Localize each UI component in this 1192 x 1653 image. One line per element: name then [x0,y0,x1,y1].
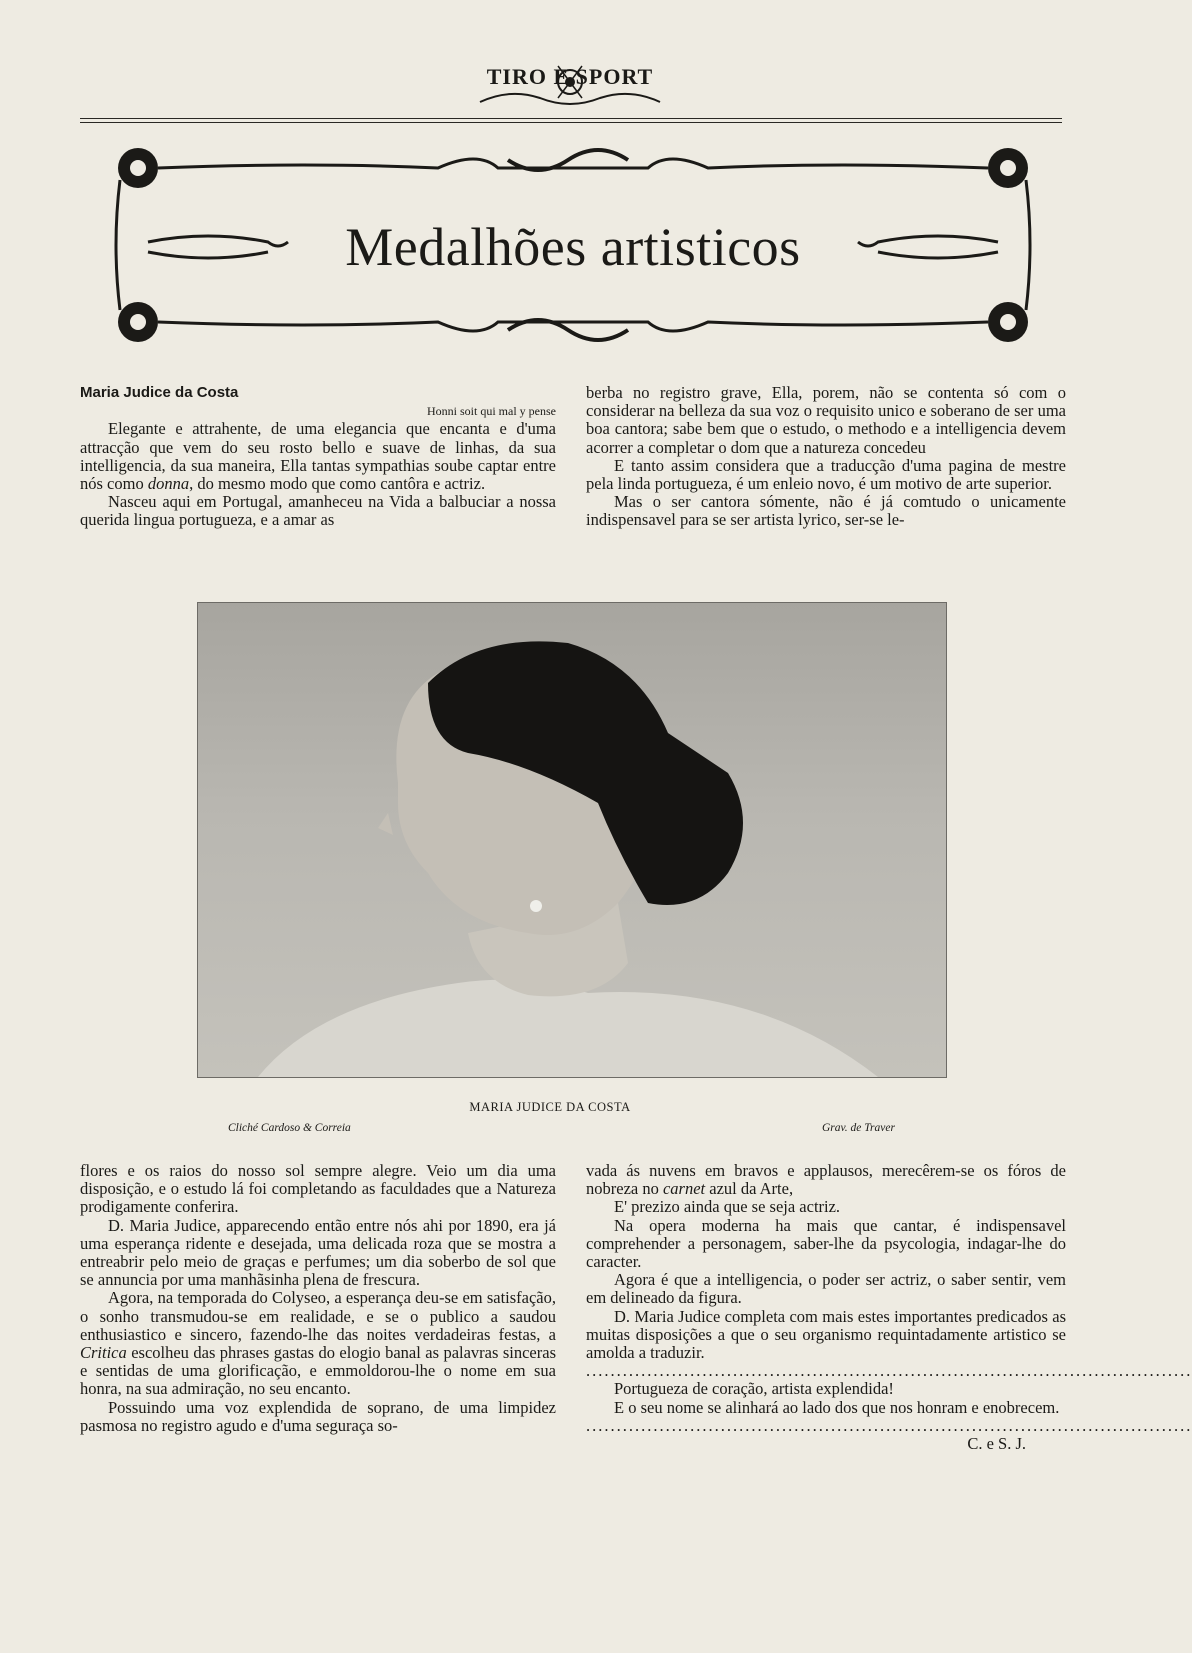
article-column-3 [80,1162,556,1435]
paragraph: flores e os raios do nosso sol sempre alegre. Veio um dia uma disposição, e o estudo lá foi completando as faculdades que a Natureza prodigamente conferira. [80,1161,556,1217]
masthead-logo [470,58,670,110]
paragraph: E o seu nome se alinhará ao lado dos que nos honram e enobrecem. [614,1397,1060,1417]
paragraph: E tanto assim considera que a traducção d'uma pagina de mestre pela linda portugueza, é um enleio novo, é um motivo de arte superior. [586,455,1066,494]
article-column-4 [586,1161,1192,1454]
paragraph: D. Maria Judice, apparecendo então entre nós ahi por 1890, era já uma esperança ridente e desejada, uma delicada roza que se mostra a entreabrir pelo meio de graças e perfumes; um dia soberbo de sol que se annuncia por uma manhãsinha plena de frescura. [80,1215,556,1290]
page-title: Medalhões artisticos [345,217,801,277]
paragraph: E' prezizo ainda que se seja actriz. [614,1197,841,1217]
paragraph: Nasceu aqui em Portugal, amanheceu na Vida a balbuciar a nossa querida lingua portugueza, e a amar as [80,492,556,530]
dotted-separator: ................................................................................................... [586,1415,1192,1435]
portrait-photo [197,602,947,1078]
paragraph: vada ás nuvens em bravos e applausos, merecêrem-se os fóros de nobreza no carnet azul da Arte, [586,1161,1066,1199]
photo-credit-right: Grav. de Traver [822,1122,895,1134]
header-rule-top [80,118,1062,119]
photo-caption: MARIA JUDICE DA COSTA [469,1100,631,1114]
paragraph: Mas o ser cantora sómente, não é já comtudo o unicamente indispensavel para se ser artista lyrico, ser-se le- [586,492,1066,530]
header-rule-bottom [80,122,1062,123]
article-motto: Honni soit qui mal y pense [427,404,556,419]
paragraph: D. Maria Judice completa com mais estes importantes predicados as muitas disposições a que o seu organismo requintadamente artistico se amolda a traduzir. [586,1306,1066,1363]
portrait-illustration [198,603,946,1077]
masthead-text: TIRO E SPORT [486,64,654,89]
paragraph: Agora é que a intelligencia, o poder ser actriz, o saber sentir, vem em delineado da figura. [586,1270,1066,1308]
paragraph: Na opera moderna ha mais que cantar, é indispensavel comprehender a personagem, saber-lhe da psycologia, indagar-lhe do caracter. [586,1215,1066,1272]
paragraph: Portugueza de coração, artista explendida! [614,1379,894,1399]
dotted-separator: ................................................................................................... [586,1361,1192,1381]
article-author: Maria Judice da Costa [80,384,239,401]
title-banner [108,140,1038,350]
paragraph: Possuindo uma voz explendida de soprano, de uma limpidez pasmosa no registro agudo e d'uma seguraça so- [80,1397,556,1435]
paragraph: Agora, na temporada do Colyseo, a esperança deu-se em satisfação, o sonho transmudou-se em realidade, e se o publico a saudou enthusiastico e sincero, fazendo-lhe das noites verdadeiras festas, a Critica escolheu das phrases gastas do elogio banal as palavras sinceras e sentidas de uma glorificação, e emmoldorou-lhe o nome em sua honra, na sua admiração, no seu encanto. [80,1288,556,1399]
signature: C. e S. J. [967,1434,1026,1454]
paragraph: Elegante e attrahente, de uma elegancia que encanta e d'uma attracção que vem do seu rosto bello e suave de linhas, da sua intelligencia, da sua maneira, Ella tantas sympathias soube captar entre nós como donna, do mesmo modo que como cantôra e actriz. [80,419,556,494]
paragraph: berba no registro grave, Ella, porem, não se contenta só com o considerar na belleza da sua voz o requisito unico e soberano de ser uma boa cantora; sabe bem que o estudo, o methodo e a intelligencia devem acorrer a completar o dom que a natureza concedeu [586,383,1066,457]
photo-credit-left: Cliché Cardoso & Correia [228,1122,351,1134]
article-column-2 [586,384,1066,530]
article-column-1 [80,384,556,530]
